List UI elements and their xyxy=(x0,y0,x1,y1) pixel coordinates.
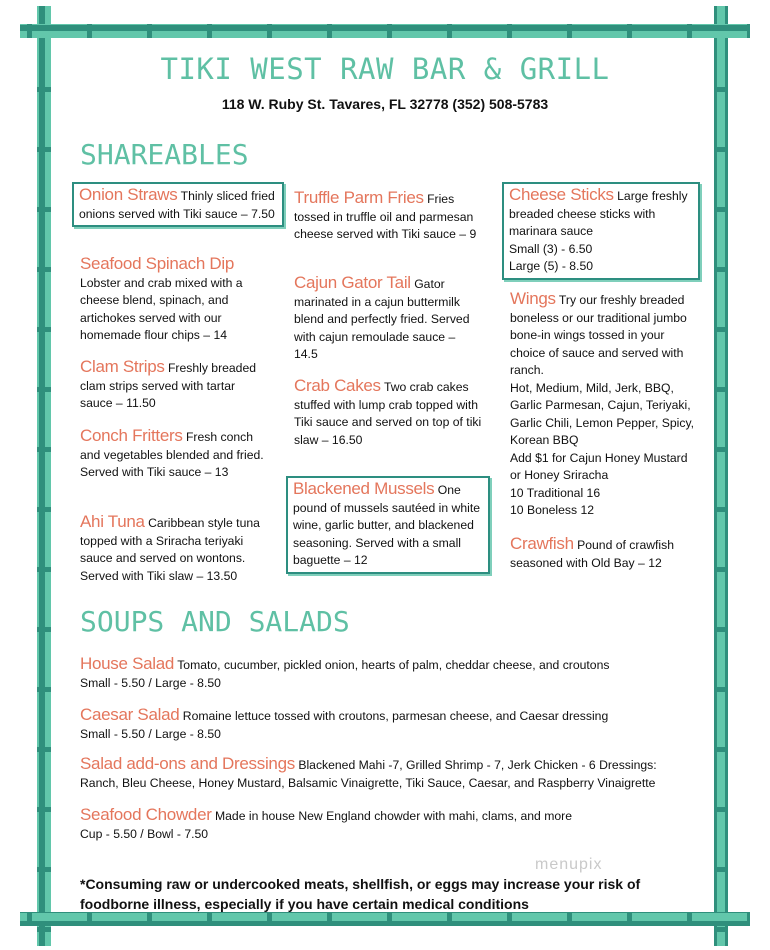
item-desc: Thinly sliced fried onions served with Tiki sauce – 7.50 xyxy=(79,189,275,221)
menu-item-onion-straws xyxy=(72,182,284,227)
item-line: 10 Traditional 16 xyxy=(510,485,601,500)
item-line: Large (5) - 8.50 xyxy=(509,259,594,273)
shareables-heading: SHAREABLES xyxy=(80,138,249,171)
item-line: 10 Boneless 12 xyxy=(510,503,595,517)
item-desc: Romaine lettuce tossed with croutons, parmesan cheese, and Caesar dressing xyxy=(182,709,609,723)
item-name: Onion Straws xyxy=(79,185,178,204)
item-name: Crab Cakes xyxy=(294,376,381,395)
menu-item-crawfish xyxy=(510,535,696,572)
item-line: Hot, Medium, Mild, Jerk, BBQ, Garlic Parmesan, Cajun, Teriyaki, Garlic Chili, Lemon Pepper, Spicy, Korean BBQ xyxy=(510,380,695,447)
restaurant-address: 118 W. Ruby St. Tavares, FL 32778 (352) 508-5783 xyxy=(221,96,549,112)
item-name: Cheese Sticks xyxy=(509,185,614,204)
item-desc: One pound of mussels sautéed in white wine, garlic butter, and blackened seasoning. Served with a small baguette – 12 xyxy=(293,483,480,567)
item-line: Cup - 5.50 / Bowl - 7.50 xyxy=(80,827,209,841)
item-desc: Fries tossed in truffle oil and parmesan cheese served with Tiki sauce – 9 xyxy=(294,192,477,241)
item-name: Crawfish xyxy=(510,534,574,553)
item-desc: Caribbean style tuna topped with a Sriracha teriyaki sauce and served on wontons. Served with Tiki slaw – 13.50 xyxy=(80,516,260,583)
item-desc: Gator marinated in a cajun buttermilk blend and perfectly fried. Served with cajun remoulade sauce – 14.5 xyxy=(294,277,470,361)
item-name: Conch Fritters xyxy=(80,426,183,445)
health-warning: *Consuming raw or undercooked meats, shellfish, or eggs may increase your risk of foodborne illness, especially if you have certain medical conditions xyxy=(80,876,641,912)
menu-item-caesar-salad xyxy=(80,706,700,743)
item-desc: Tomato, cucumber, pickled onion, hearts of palm, cheddar cheese, and croutons xyxy=(177,658,610,672)
item-name: Caesar Salad xyxy=(80,705,180,724)
item-name: Cajun Gator Tail xyxy=(294,273,411,292)
item-name: Ahi Tuna xyxy=(80,512,145,531)
item-desc: Pound of crawfish seasoned with Old Bay – 12 xyxy=(510,538,675,570)
item-name: Seafood Spinach Dip xyxy=(80,254,235,273)
soups-salads-heading: SOUPS AND SALADS xyxy=(80,605,350,638)
restaurant-title: TIKI WEST RAW BAR & GRILL xyxy=(160,52,610,86)
item-desc: Large freshly breaded cheese sticks with marinara sauce xyxy=(509,189,688,238)
menu-item-salad-add-ons xyxy=(80,755,700,792)
menu-item-truffle-parm-fries xyxy=(294,189,482,244)
item-desc: Made in house New England chowder with mahi, clams, and more xyxy=(214,809,572,823)
menu-item-cheese-sticks xyxy=(502,182,700,280)
item-name: Clam Strips xyxy=(80,357,165,376)
item-desc: Blackened Mahi -7, Grilled Shrimp - 7, Jerk Chicken - 6 Dressings: xyxy=(298,758,657,772)
watermark: menupix xyxy=(535,856,603,873)
menu-item-house-salad xyxy=(80,655,700,692)
item-desc: Two crab cakes stuffed with lump crab topped with Tiki sauce and served on top of tiki slaw – 16.50 xyxy=(294,380,482,447)
menu-item-blackened-mussels xyxy=(286,476,490,574)
item-name: Salad add-ons and Dressings xyxy=(80,754,295,773)
item-line: Small - 5.50 / Large - 8.50 xyxy=(80,727,221,741)
menu-item-wings xyxy=(510,290,696,520)
item-name: Truffle Parm Fries xyxy=(294,188,424,207)
item-name: Seafood Chowder xyxy=(80,805,212,824)
item-desc: Freshly breaded clam strips served with tartar sauce – 11.50 xyxy=(80,361,257,410)
menu-item-clam-strips xyxy=(80,358,266,413)
item-desc: Try our freshly breaded boneless or our traditional jumbo bone-in wings tossed in your choice of sauce and served with ranch. xyxy=(510,293,687,377)
item-line: Small (3) - 6.50 xyxy=(509,241,593,256)
item-name: Wings xyxy=(510,289,556,308)
item-desc: Fresh conch and vegetables blended and fried. Served with Tiki sauce – 13 xyxy=(80,430,264,479)
menu-item-seafood-spinach-dip xyxy=(80,255,266,345)
menu-item-ahi-tuna xyxy=(80,513,266,585)
menu-item-conch-fritters xyxy=(80,427,266,482)
item-name: House Salad xyxy=(80,654,175,673)
menu-item-seafood-chowder xyxy=(80,806,700,843)
menu-item-cajun-gator-tail xyxy=(294,274,482,364)
item-line: Small - 5.50 / Large - 8.50 xyxy=(80,676,221,690)
item-line: Add $1 for Cajun Honey Mustard or Honey Sriracha xyxy=(510,450,688,482)
item-line: Ranch, Bleu Cheese, Honey Mustard, Balsamic Vinaigrette, Tiki Sauce, Caesar, and Raspberry Vinaigrette xyxy=(80,776,656,790)
menu-item-crab-cakes xyxy=(294,377,482,449)
item-name: Blackened Mussels xyxy=(293,479,435,498)
item-desc: Lobster and crab mixed with a cheese blend, spinach, and artichokes served with our homemade flour chips – 14 xyxy=(80,275,243,342)
